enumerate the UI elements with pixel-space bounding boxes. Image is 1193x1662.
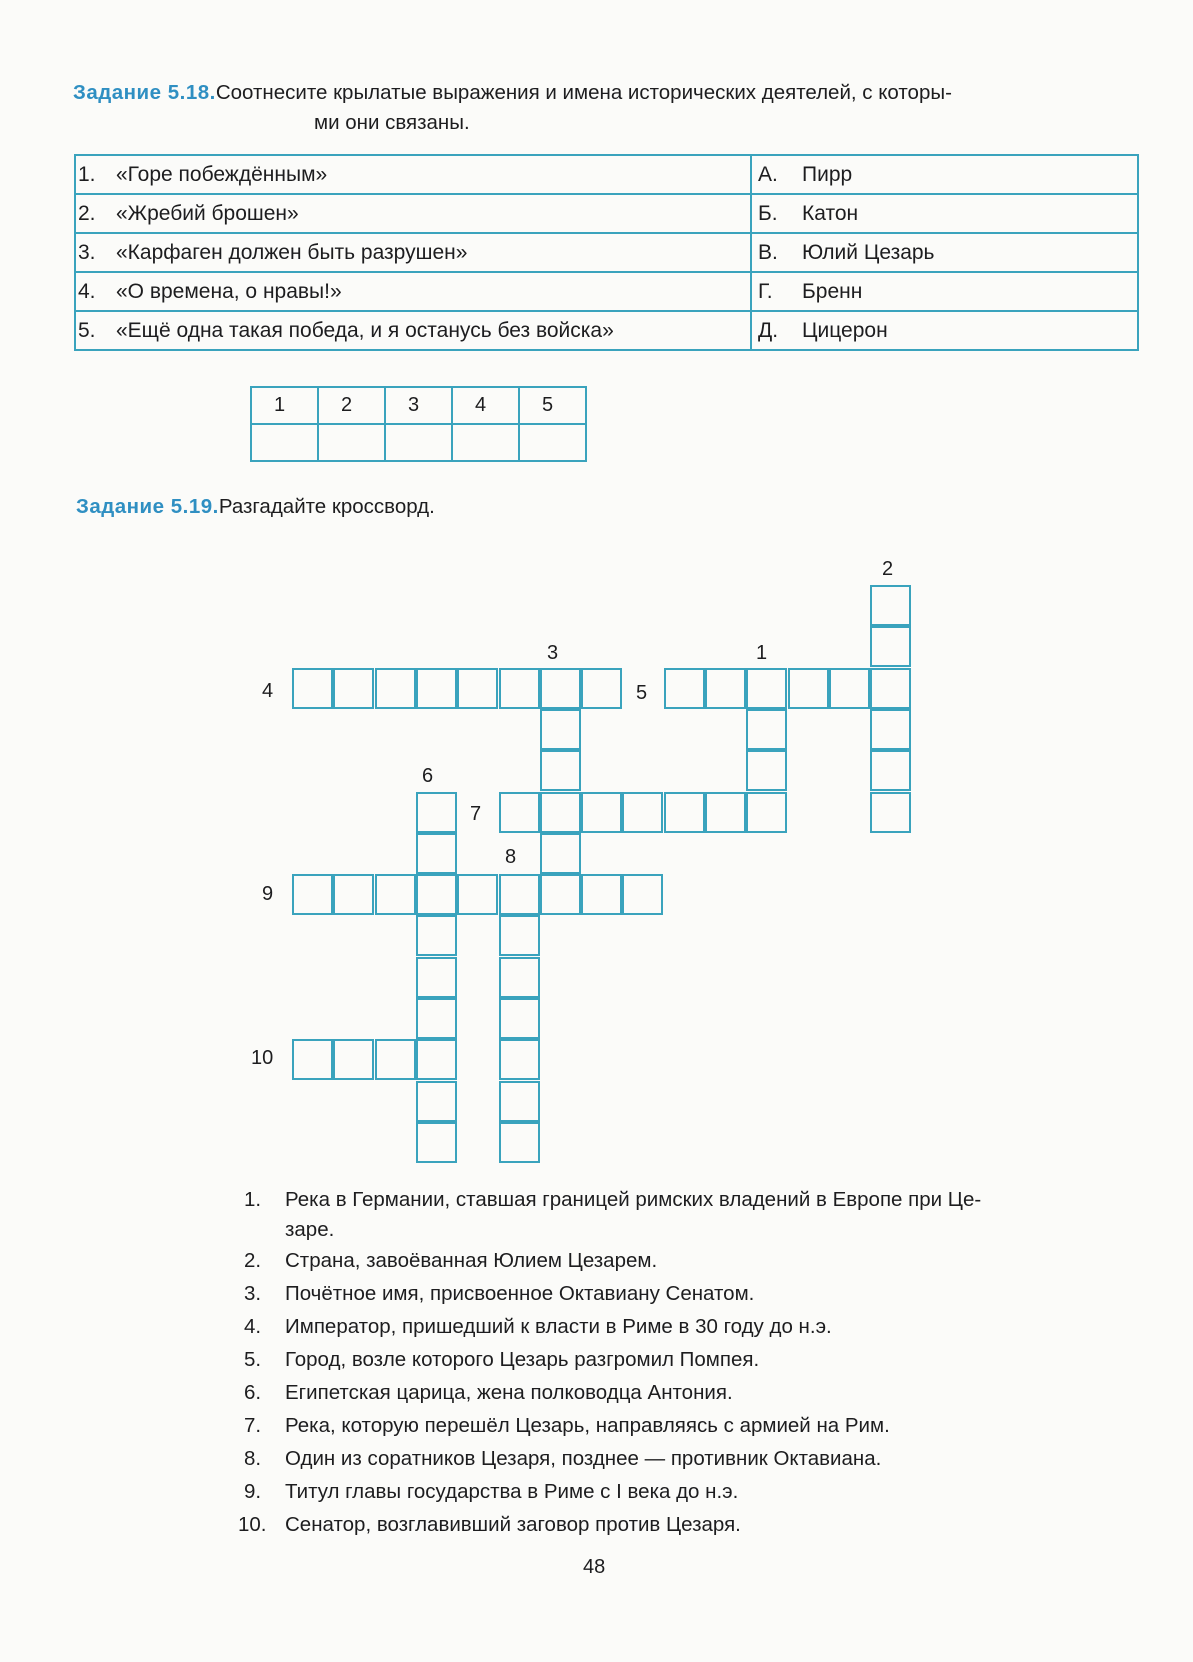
answer-cell[interactable] [519, 424, 586, 461]
crossword-cell[interactable] [746, 792, 787, 833]
crossword-cell[interactable] [499, 957, 540, 998]
crossword-number-9: 9 [262, 883, 274, 905]
page-number: 48 [583, 1556, 606, 1578]
crossword-cell[interactable] [870, 709, 911, 750]
clue-text: Река, которую перешёл Цезарь, направляясь с армией на Рим. [285, 1414, 890, 1437]
crossword-cell[interactable] [622, 874, 663, 915]
clue-number: 7. [244, 1414, 262, 1437]
row-number: 1. [78, 162, 96, 186]
answer-grid [250, 386, 587, 462]
clue-text: Страна, завоёванная Юлием Цезарем. [285, 1249, 658, 1272]
clue-number: 3. [244, 1282, 262, 1305]
row-letter: В. [758, 240, 778, 264]
clue-text-cont: заре. [285, 1218, 335, 1241]
crossword-number-3: 3 [547, 642, 559, 664]
clue-item [244, 1244, 1144, 1277]
crossword-cell[interactable] [416, 1039, 457, 1080]
clue-text: Река в Германии, ставшая границей римских владений в Европе при Це- [285, 1188, 982, 1211]
crossword-cell[interactable] [499, 1081, 540, 1122]
crossword-cell[interactable] [499, 668, 540, 709]
person-name: Пирр [802, 162, 853, 186]
clue-number: 2. [244, 1249, 262, 1272]
row-number: 2. [78, 201, 96, 225]
crossword-cell[interactable] [416, 874, 457, 915]
crossword-cell[interactable] [416, 1081, 457, 1122]
clue-text: Один из соратников Цезаря, позднее — противник Октавиана. [285, 1447, 882, 1470]
crossword-cell[interactable] [416, 998, 457, 1039]
task-instruction: Соотнесите крылатые выражения и имена исторических деятелей, с которы- [215, 81, 952, 104]
crossword-cell[interactable] [664, 668, 705, 709]
crossword-cell[interactable] [292, 874, 333, 915]
quote-text: «Жребий брошен» [116, 201, 299, 225]
crossword-cell[interactable] [375, 668, 416, 709]
crossword-cell[interactable] [416, 915, 457, 956]
clue-number: 5. [244, 1348, 262, 1371]
crossword-cell[interactable] [333, 874, 374, 915]
crossword-cell[interactable] [333, 1039, 374, 1080]
crossword-cell[interactable] [540, 709, 581, 750]
clue-number: 4. [244, 1315, 262, 1338]
crossword-cell[interactable] [375, 874, 416, 915]
clue-item [244, 1376, 1144, 1409]
answer-header-row [251, 387, 586, 424]
crossword-cell[interactable] [870, 750, 911, 791]
clue-text: Город, возле которого Цезарь разгромил Помпея. [285, 1348, 760, 1371]
person-name: Цицерон [802, 318, 888, 342]
clue-item [244, 1183, 1144, 1244]
crossword-cell[interactable] [416, 957, 457, 998]
crossword-number-5: 5 [636, 682, 648, 704]
clue-number: 8. [244, 1447, 262, 1470]
clue-number: 9. [244, 1480, 262, 1503]
row-letter: Г. [758, 279, 773, 303]
clue-item [244, 1343, 1144, 1376]
matching-table [74, 154, 1139, 351]
crossword-cell[interactable] [457, 874, 498, 915]
crossword-cell[interactable] [870, 626, 911, 667]
crossword-cell[interactable] [829, 668, 870, 709]
crossword-cell[interactable] [499, 915, 540, 956]
clue-text: Почётное имя, присвоенное Октавиану Сенатом. [285, 1282, 755, 1305]
answer-header: 2 [318, 387, 385, 424]
crossword-number-2: 2 [882, 558, 894, 580]
answer-header: 1 [251, 387, 318, 424]
crossword-cell[interactable] [788, 668, 829, 709]
crossword-cell[interactable] [540, 668, 581, 709]
crossword-cell[interactable] [870, 792, 911, 833]
row-letter: Д. [758, 318, 779, 342]
row-number: 4. [78, 279, 96, 303]
clue-item [238, 1508, 1144, 1541]
clue-item [244, 1442, 1144, 1475]
row-letter: А. [758, 162, 778, 186]
clue-item [244, 1277, 1144, 1310]
crossword-cell[interactable] [333, 668, 374, 709]
crossword-cell[interactable] [292, 668, 333, 709]
crossword-cell[interactable] [705, 792, 746, 833]
answer-header: 3 [385, 387, 452, 424]
task-5-18-heading [73, 78, 1153, 134]
table-row [75, 194, 1138, 233]
crossword-number-8: 8 [505, 846, 517, 868]
clue-text: Титул главы государства в Риме с I века до н.э. [285, 1480, 739, 1503]
answer-cell[interactable] [452, 424, 519, 461]
answer-cell[interactable] [251, 424, 318, 461]
crossword-cell[interactable] [499, 1122, 540, 1163]
crossword-number-4: 4 [262, 680, 274, 702]
crossword-cell[interactable] [705, 668, 746, 709]
answer-cell[interactable] [318, 424, 385, 461]
clue-text: Египетская царица, жена полководца Антония. [285, 1381, 733, 1404]
clue-item [244, 1409, 1144, 1442]
task-5-19-heading [76, 492, 435, 522]
clue-number: 10. [238, 1513, 267, 1536]
table-row [75, 311, 1138, 350]
clue-item [244, 1310, 1144, 1343]
clue-text: Сенатор, возглавивший заговор против Цезаря. [285, 1513, 741, 1536]
crossword-cell[interactable] [499, 1039, 540, 1080]
crossword-cell[interactable] [664, 792, 705, 833]
crossword-cell[interactable] [416, 833, 457, 874]
crossword-cell[interactable] [746, 709, 787, 750]
crossword-cell[interactable] [540, 833, 581, 874]
row-number: 5. [78, 318, 96, 342]
crossword-cell[interactable] [375, 1039, 416, 1080]
row-number: 3. [78, 240, 96, 264]
crossword-cell[interactable] [581, 874, 622, 915]
crossword-number-6: 6 [422, 765, 434, 787]
table-row [75, 233, 1138, 272]
person-name: Юлий Цезарь [802, 240, 935, 264]
row-letter: Б. [758, 201, 778, 225]
answer-input-row [251, 424, 586, 461]
crossword-cell[interactable] [870, 585, 911, 626]
crossword-cell[interactable] [581, 668, 622, 709]
crossword-cell[interactable] [540, 750, 581, 791]
clue-text: Император, пришедший к власти в Риме в 30 году до н.э. [285, 1315, 832, 1338]
crossword-cell[interactable] [499, 998, 540, 1039]
clue-number: 1. [244, 1188, 262, 1211]
table-row [75, 155, 1138, 194]
crossword-cell[interactable] [746, 750, 787, 791]
answer-header: 5 [519, 387, 586, 424]
quote-text: «Ещё одна такая победа, и я останусь без войска» [116, 318, 614, 342]
task-instruction: Разгадайте кроссворд. [218, 495, 435, 518]
crossword-clues [238, 1183, 1144, 1541]
crossword-cell[interactable] [746, 668, 787, 709]
task-label: Задание 5.18. [73, 81, 216, 104]
crossword-cell[interactable] [499, 792, 540, 833]
answer-cell[interactable] [385, 424, 452, 461]
crossword-cell[interactable] [416, 668, 457, 709]
crossword-number-10: 10 [251, 1047, 274, 1069]
crossword-cell[interactable] [499, 874, 540, 915]
quote-text: «Горе побеждённым» [116, 162, 328, 186]
clue-number: 6. [244, 1381, 262, 1404]
person-name: Катон [802, 201, 859, 225]
clue-item [244, 1475, 1144, 1508]
crossword-number-1: 1 [756, 642, 768, 664]
crossword-cell[interactable] [540, 792, 581, 833]
task-label: Задание 5.19. [76, 495, 219, 518]
quote-text: «О времена, о нравы!» [116, 279, 342, 303]
table-row [75, 272, 1138, 311]
answer-header: 4 [452, 387, 519, 424]
crossword-cell[interactable] [292, 1039, 333, 1080]
task-instruction-cont: ми они связаны. [314, 111, 470, 134]
person-name: Бренн [802, 279, 863, 303]
crossword-cell[interactable] [416, 1122, 457, 1163]
crossword-cell[interactable] [870, 668, 911, 709]
crossword-cell[interactable] [622, 792, 663, 833]
crossword-cell[interactable] [416, 792, 457, 833]
crossword-cell[interactable] [457, 668, 498, 709]
crossword-cell[interactable] [581, 792, 622, 833]
crossword-cell[interactable] [540, 874, 581, 915]
crossword-number-7: 7 [470, 803, 482, 825]
quote-text: «Карфаген должен быть разрушен» [116, 240, 468, 264]
